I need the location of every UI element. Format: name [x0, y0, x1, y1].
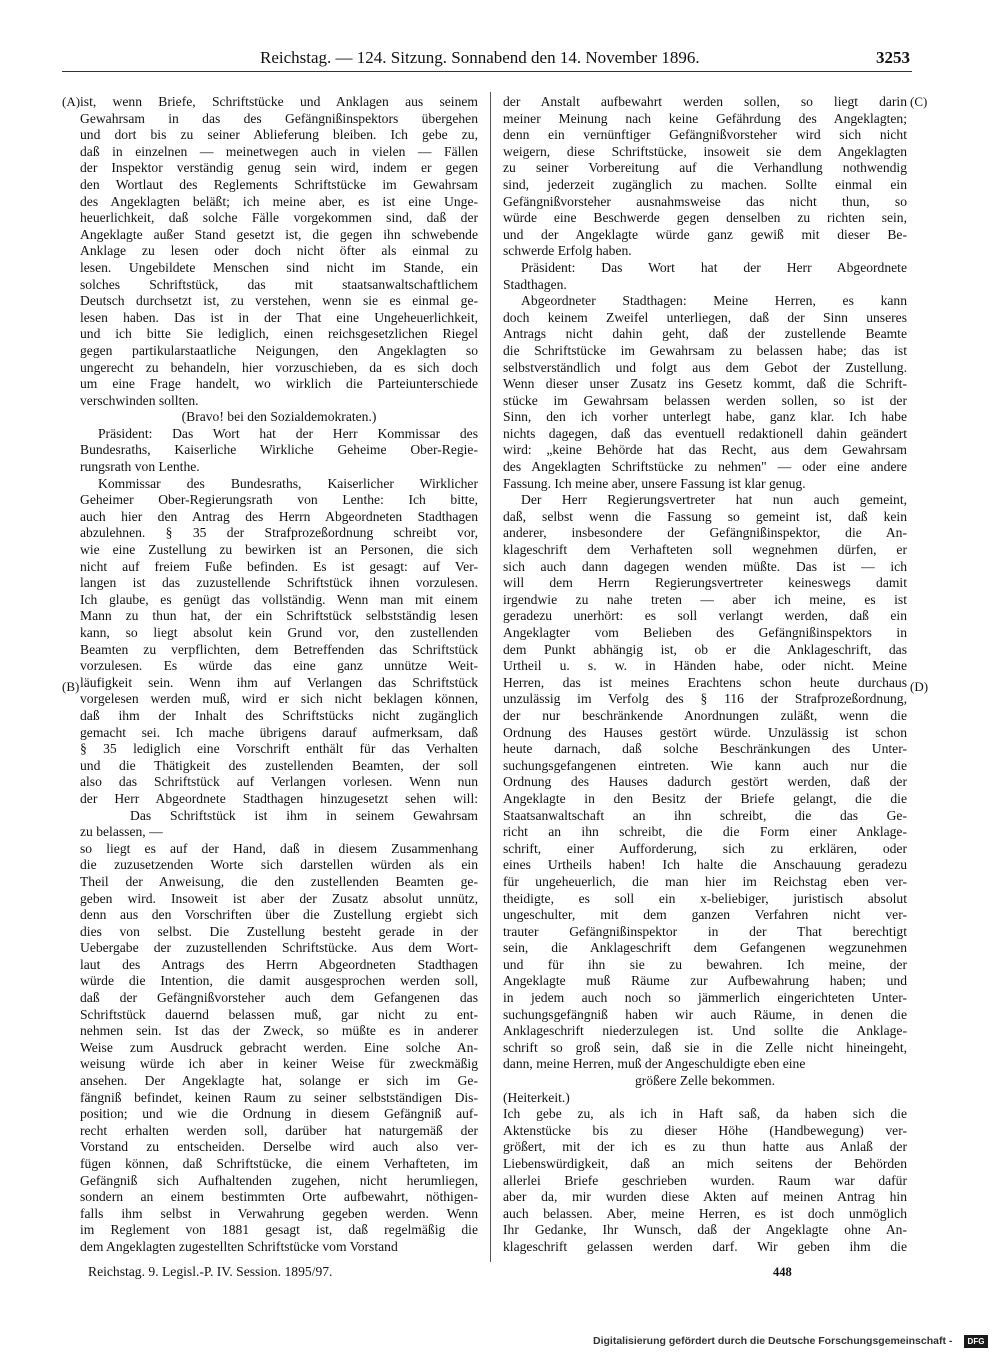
text-line: klageschrift gelassen werden darf. Wir geben ihm die	[503, 1238, 907, 1254]
text-line: auch belassen. Aber, meine Herren, es ist doch unmöglich	[503, 1205, 907, 1221]
text-line: Kommissar des Bundesraths, Kaiserlicher Wirklicher	[98, 475, 478, 491]
text-line: nicht auf freiem Fuße befinden. Es ist gesagt: auf Ver-	[80, 558, 478, 574]
text-line: verschwinden sollten.	[80, 392, 199, 408]
text-line: so liegt es auf der Hand, daß in diesem Zusammenhang	[80, 840, 478, 856]
text-line: der Anstalt aufbewahrt werden sollen, so liegt darin	[503, 94, 907, 109]
text-line: laut des Antrags des Herrn Abgeordneten Stadthagen	[80, 956, 478, 972]
text-line: lesen. Ungebildete Menschen sind nicht im Stande, ein	[80, 259, 478, 275]
left-column	[80, 94, 478, 1256]
text-line: nehmen sein. Ist das der Zweck, so müßte es in anderer	[80, 1023, 478, 1039]
text-line: stücke im Gewahrsam belassen werden sollen, so ist der	[503, 392, 907, 408]
text-line: doch keinem Zweifel unterliegen, daß der Sinn unseres	[503, 309, 907, 325]
margin-marker-c: (C)	[910, 94, 928, 109]
text-line: falls ihm selbst in Verwahrung gegeben werden. Wenn	[80, 1205, 478, 1221]
dfg-logo-icon: DFG	[964, 1335, 988, 1348]
text-line: schwerde Erfolg haben.	[503, 243, 632, 259]
text-line: und dort bis zu seiner Ablieferung bleiben. Ich gebe zu,	[80, 127, 478, 143]
text-line: Anklage zu lesen oder doch nicht öfter als einmal zu	[80, 243, 478, 259]
text-line: Urtheil u. s. w. in Händen habe, oder nicht. Meine	[503, 658, 907, 674]
text-line: Ordnung des Hauses gestört würde. Unzulässig ist schon	[503, 724, 907, 740]
text-line: suchungsgefängniß haben wir auch Räume, in denen die	[503, 1006, 907, 1022]
text-line: Das Schriftstück ist ihm in seinem Gewahrsam	[130, 807, 478, 823]
text-line: würde eine Beschwerde gegen denselben zu richten sein,	[503, 210, 907, 226]
text-line: die zuzusetzenden Worte sich darstellen würden als ein	[80, 857, 478, 873]
text-line: gegen partikularstaatliche Neigungen, den Angeklagten so	[80, 342, 478, 358]
text-line: Präsident: Das Wort hat der Herr Kommissar des	[98, 425, 478, 441]
text-line: (Bravo! bei den Sozialdemokraten.)	[181, 409, 377, 425]
text-line: klageschrift dem Verhafteten soll wegnehmen dürfen, er	[503, 542, 907, 558]
text-line: § 35 lediglich eine Vorschrift enthält für das Verhalten	[80, 741, 478, 757]
text-line: heuerlichkeit, daß solche Fälle vorgekommen sind, daß der	[80, 210, 478, 226]
text-line: und ich bitte Sie lediglich, einen reichsgesetzlichen Riegel	[80, 326, 478, 342]
text-line: sondern an einem bestimmten Orte aufbewahrt, nöthigen-	[80, 1189, 478, 1205]
page-number: 3253	[876, 48, 910, 67]
text-line: Bundesraths, Kaiserliche Wirkliche Geheime Ober-Regie-	[80, 442, 478, 458]
text-line: Ich gebe zu, als ich in Haft saß, da haben sich die	[503, 1106, 907, 1122]
text-line: Ich glaube, es genügt das vollständig. Wenn man mit einem	[80, 591, 478, 607]
column-divider	[490, 92, 491, 1262]
text-line: rungsrath von Lenthe.	[80, 459, 200, 475]
text-line: trauter Gefängnißinspektor in der That berechtigt	[503, 923, 907, 939]
text-line: denn ein vernünftiger Gefängnißvorsteher wird sich nicht	[503, 127, 907, 143]
text-line: vorgelesen werden muß, wird er sich nicht beklagen können,	[80, 691, 478, 707]
text-line: position; und wie die Ordnung in diesem Gefängniß auf-	[80, 1106, 478, 1122]
text-line: Anklageschrift niederzulegen ist. Und sollte die Anklage-	[503, 1023, 907, 1039]
text-line: abzulehnen. § 35 der Strafprozeßordnung schreibt vor,	[80, 525, 478, 541]
text-line: Fassung. Ich meine aber, unsere Fassung ist klar genug.	[503, 475, 806, 491]
text-line: Uebergabe der zuzustellenden Schriftstücke. Aus dem Wort-	[80, 940, 478, 956]
text-line: selbstverständlich und folgt aus dem Gebot der Zustellung.	[503, 359, 907, 375]
margin-marker-b: (B)	[62, 679, 80, 694]
margin-marker-a: (A)	[62, 94, 81, 109]
text-line: würde die Intention, die damit ausgesprochen werden soll,	[80, 973, 478, 989]
text-line: der nur beschränkende Anordnungen zuläßt, wenn die	[503, 707, 907, 723]
text-line: der Herr Abgeordnete Stadthagen hinzugesetzt sehen will:	[80, 790, 478, 806]
text-line: (Heiterkeit.)	[503, 1089, 570, 1105]
text-line: Staatsanwaltschaft an ihn schreibt, die das Ge-	[503, 807, 907, 823]
page-header	[62, 48, 910, 70]
text-line: daß der Gefängnißvorsteher auch dem Gefangenen das	[80, 990, 478, 1006]
text-line: recht erhalten werden soll, darüber hat naturgemäß der	[80, 1122, 478, 1138]
text-line: Angeklagte muß Räume zur Aufbewahrung haben; und	[503, 973, 907, 989]
text-line: Antrags nicht dahin geht, daß der zustellende Beamte	[503, 326, 907, 342]
text-line: dem Punkt abhängig ist, ob er die Anklageschrift, das	[503, 641, 907, 657]
text-line: Weise zum Ausdruck gebracht werden. Eine solche An-	[80, 1039, 478, 1055]
text-line: den Wortlaut des Reglements Schriftstücke im Gewahrsam	[80, 176, 478, 192]
text-line: zu belassen, —	[80, 824, 163, 840]
text-line: des Angeklagten Schriftstücke zu nehmen" — oder eine andere	[503, 459, 907, 475]
text-line: geben wird. Insoweit ist aber der Zusatz absolut unnütz,	[80, 890, 478, 906]
text-line: für ungeheuerlich, die man hier im Reichstag eben ver-	[503, 873, 907, 889]
text-line: Wenn dieser unser Zusatz ins Gesetz kommt, daß die Schrift-	[503, 376, 907, 392]
text-line: Vorstand zu entscheiden. Derselbe wird auch also ver-	[80, 1139, 478, 1155]
text-line: schrift, einer Aufforderung, sich zu erklären, oder	[503, 840, 907, 856]
text-line: ungerecht zu behandeln, hier vorzuschieben, da es sich doch	[80, 359, 478, 375]
text-line: dann, meine Herren, muß der Angeschuldigte eben eine	[503, 1056, 806, 1072]
text-line: Deutsch durchsetzt ist, zu verstehen, wenn sie es einmal ge-	[80, 293, 478, 309]
text-line: größert, mit der ich es zu thun hatte aus Anlaß der	[503, 1139, 907, 1155]
text-line: kann, so liegt absolut kein Grund vor, den zustellenden	[80, 625, 478, 640]
sheet-number: 448	[773, 1265, 792, 1279]
text-line: Der Herr Regierungsvertreter hat nun auch gemeint,	[521, 492, 907, 508]
text-line: ist, wenn Briefe, Schriftstücke und Anklagen aus seinem	[80, 94, 478, 109]
header-title: Reichstag. — 124. Sitzung. Sonnabend den 14. November 1896.	[260, 48, 700, 67]
text-line: fängniß befindet, keinen Raum zu seiner selbstständigen Dis-	[80, 1089, 478, 1105]
text-line: langen ist das zuzustellende Schriftstück ihnen vorzulesen.	[80, 575, 478, 591]
text-line: daß in einzelnen — meinetwegen auch in vielen — Fällen	[80, 143, 478, 159]
text-line: eines Urtheils haben! Ich halte die Anschauung geradezu	[503, 857, 907, 873]
text-line: anderer, insbesondere der Gefängnißinspektor, die An-	[503, 525, 907, 541]
text-line: Gefängnißvorsteher ausnahmsweise das nicht thun, so	[503, 193, 907, 209]
text-line: Liebenswürdigkeit, daß an mich seitens der Behörden	[503, 1156, 907, 1171]
text-line: weigern, diese Schriftstücke, insoweit sie dem Angeklagten	[503, 143, 907, 159]
text-line: theidigte, es soll ein x-beliebiger, juristisch absolut	[503, 890, 907, 906]
text-line: Beamten zu verpflichten, dem Betreffenden das Schriftstück	[80, 641, 478, 657]
text-line: ansehen. Der Angeklagte hat, solange er sich im Ge-	[80, 1073, 478, 1089]
text-line: Aktenstücke bis zu dieser Höhe (Handbewegung) ver-	[503, 1122, 907, 1138]
text-line: heute darnach, daß solche Beschränkungen des Unter-	[503, 741, 907, 757]
text-line: irgendwie zu nahe treten — aber ich meine, es ist	[503, 591, 907, 607]
text-line: Gewahrsam in das des Gefängnißinspektors übergehen	[80, 110, 478, 126]
text-line: Gefängniß sich Aufhaltenden zugehen, nicht herumliegen,	[80, 1172, 478, 1188]
text-line: Sinn, den ich vorher unterlegt habe, ganz klar. Ich habe	[503, 409, 907, 425]
text-line: Angeklagte in den Besitz der Briefe gelangt, die die	[503, 790, 907, 806]
text-line: unzulässig im Verfolg des § 116 der Strafprozeßordnung,	[503, 691, 907, 707]
text-line: Theil der Anweisung, die den zustellenden Beamten ge-	[80, 873, 478, 889]
text-line: also das Schriftstück auf Verlangen vorlesen. Wenn nun	[80, 774, 478, 790]
text-line: Angeklagte außer Stand gesetzt ist, die gegen ihn schwebende	[80, 226, 478, 242]
text-line: Abgeordneter Stadthagen: Meine Herren, es kann	[521, 293, 907, 309]
page-footer: Reichstag. 9. Legisl.-P. IV. Session. 1895/97.	[88, 1264, 333, 1279]
text-line: weisung würde ich aber in keiner Weise für zweckmäßig	[80, 1056, 478, 1072]
text-line: denn aus den Vorschriften über die Zustellung ergiebt sich	[80, 907, 478, 923]
text-line: aber da, mir wurden diese Akten auf meinen Antrag hin	[503, 1189, 907, 1205]
text-line: suchungsgefangenen eintreten. Wie kann auch nur die	[503, 757, 907, 773]
text-line: Angeklagter vom Belieben des Gefängnißinspektors in	[503, 625, 907, 640]
text-line: ungeschulter, mit dem ganzen Verfahren nicht ver-	[503, 907, 907, 923]
text-line: Schriftstück dauernd belassen muß, gar nicht zu ent-	[80, 1006, 478, 1022]
text-line: und für ihn sie zu bewahren. Ich meine, der	[503, 956, 907, 972]
text-line: um eine Frage handelt, wo wirklich die Parteiunterschiede	[80, 376, 478, 392]
text-line: des Angeklagten beläßt; ich meine aber, es ist eine Unge-	[80, 193, 478, 209]
text-line: auch hier den Antrag des Herrn Abgeordneten Stadthagen	[80, 508, 478, 524]
text-line: sich auch dann dagegen wenden müßte. Das ist — ich	[503, 558, 907, 574]
text-line: solches Schriftstück, das mit staatsanwaltschaftlichem	[80, 276, 478, 292]
text-line: und die Thätigkeit des zustellenden Beamten, der soll	[80, 757, 478, 773]
text-line: daß, selbst wenn die Fassung so gemeint ist, daß kein	[503, 508, 907, 524]
text-line: Ordnung des Hauses dadurch gestört werden, daß der	[503, 774, 907, 790]
text-line: Geheimer Ober-Regierungsrath von Lenthe: Ich bitte,	[80, 492, 478, 508]
text-line: und der Angeklagte würde ganz gewiß mit dieser Be-	[503, 226, 907, 242]
text-line: lesen haben. Das ist in der That eine Ungeheuerlichkeit,	[80, 309, 478, 325]
text-line: Ihr Gedanke, Ihr Wunsch, daß der Angeklagte ohne An-	[503, 1222, 907, 1238]
text-line: Präsident: Das Wort hat der Herr Abgeordnete	[521, 259, 907, 275]
header-rule	[62, 71, 912, 72]
text-line: Stadthagen.	[503, 276, 567, 292]
text-line: allerlei Briefe geschrieben wurden. Raum war dafür	[503, 1172, 907, 1188]
text-line: größere Zelle bekommen.	[634, 1073, 776, 1089]
text-line: Herren, das ist meines Erachtens schon heute durchaus	[503, 674, 907, 690]
text-line: der Inspektor verständig genug sein wird, indem er gegen	[80, 160, 478, 176]
text-line: will dem Herrn Regierungsvertreter keineswegs damit	[503, 575, 907, 591]
text-line: dem Angeklagten zugestellten Schriftstücke vom Vorstand	[80, 1238, 398, 1254]
text-line: läufigkeit sein. Wenn ihm auf Verlangen das Schriftstück	[80, 674, 478, 690]
text-line: schrift so groß sein, daß sie in die Zelle nicht hineingeht,	[503, 1039, 907, 1055]
margin-marker-d: (D)	[910, 679, 929, 694]
text-line: daß ihm der Inhalt des Schriftstücks nicht zugänglich	[80, 707, 478, 723]
text-line: wird: „keine Behörde hat das Recht, aus dem Gewahrsam	[503, 442, 907, 458]
text-line: gemacht sei. Ich mache übrigens darauf aufmerksam, daß	[80, 724, 478, 740]
digitization-note: Digitalisierung gefördert durch die Deutsche Forschungsgemeinschaft -	[593, 1335, 953, 1347]
text-line: dies von selbst. Die Zustellung besteht gerade in der	[80, 923, 478, 939]
text-line: die Schriftstücke im Gewahrsam zu belassen habe; das ist	[503, 342, 907, 358]
right-column	[503, 94, 907, 1256]
text-line: zu seiner Vorbereitung auf die Verhandlung nothwendig	[503, 160, 907, 176]
text-line: im Reglement von 1881 gesagt ist, daß regelmäßig die	[80, 1222, 478, 1238]
text-line: nichts dagegen, daß das eventuell redaktionell dahin geändert	[503, 425, 907, 441]
text-line: geradezu unerhört: es soll verlangt werden, daß ein	[503, 608, 907, 624]
text-line: meiner Meinung nach keine Gefährdung des Angeklagten;	[503, 110, 907, 126]
text-line: sein, die Anklageschrift dem Gefangenen wegzunehmen	[503, 940, 907, 956]
text-line: richt an ihn schreibt, die die Form einer Anklage-	[503, 824, 907, 840]
text-line: wie eine Zustellung zu bewirken ist an Personen, die sich	[80, 542, 478, 558]
text-line: vorzulesen. Es würde das eine ganz unnütze Weit-	[80, 658, 478, 674]
text-line: in jedem auch noch so jämmerlich eingerichteten Unter-	[503, 990, 907, 1006]
text-line: Mann zu thun hat, der ein Schriftstück selbstständig lesen	[80, 608, 478, 624]
text-line: fügen können, daß Schriftstücke, die einem Verhafteten, im	[80, 1156, 478, 1171]
text-line: sind, jederzeit zugänglich zu machen. Sollte einmal ein	[503, 176, 907, 192]
